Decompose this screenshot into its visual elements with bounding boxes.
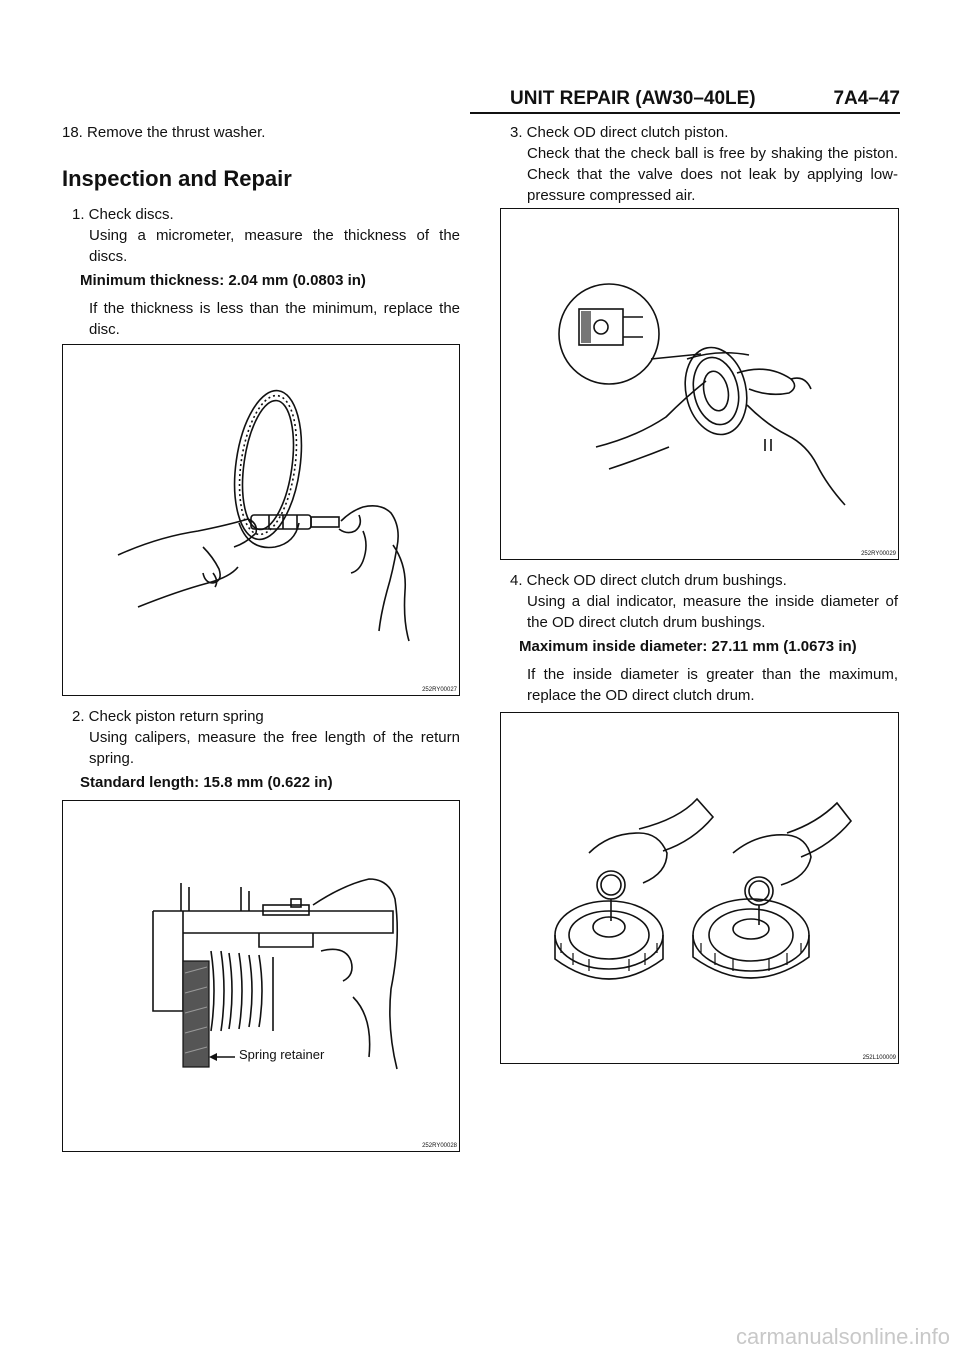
piston-check-illustration [501, 209, 898, 559]
header-rule [470, 112, 900, 114]
step-3-title: 3. Check OD direct clutch piston. [510, 124, 729, 141]
step-2-body: Using calipers, measure the free length of the return spring. [89, 729, 460, 767]
step-2-spec: Standard length: 15.8 mm (0.622 in) [80, 774, 333, 791]
page-header [470, 88, 900, 112]
micrometer-disc-illustration [63, 345, 459, 695]
step-2-title: 2. Check piston return spring [72, 708, 264, 725]
step-1-spec: Minimum thickness: 2.04 mm (0.0803 in) [80, 272, 366, 289]
step-1-body: Using a micrometer, measure the thickness of the discs. [89, 227, 460, 265]
header-title: UNIT REPAIR (AW30–40LE) [510, 88, 756, 109]
section-heading: Inspection and Repair [62, 166, 292, 191]
step-1-note: If the thickness is less than the minimum, replace the disc. [89, 300, 460, 338]
figure-code: 252RY00027 [422, 687, 457, 693]
step-4-note: If the inside diameter is greater than the maximum, replace the OD direct clutch drum. [527, 666, 898, 704]
step-18: 18. Remove the thrust washer. [62, 124, 266, 141]
figure-piston-check [500, 208, 899, 560]
figure-dial-indicator [500, 712, 899, 1064]
step-4-title: 4. Check OD direct clutch drum bushings. [510, 572, 787, 589]
figure-micrometer-disc [62, 344, 460, 696]
figure-caliper-spring [62, 800, 460, 1152]
step-3-body: Check that the check ball is free by shaking the piston. Check that the valve does not leak by applying low-pressure compressed air. [527, 145, 898, 204]
figure-code: 252RY00028 [422, 1143, 457, 1149]
figure-code: 252L100009 [862, 1055, 896, 1061]
step-4-spec: Maximum inside diameter: 27.11 mm (1.0673 in) [519, 638, 857, 655]
spring-retainer-label: Spring retainer [239, 1047, 325, 1062]
caliper-spring-illustration [63, 801, 459, 1151]
step-4-body: Using a dial indicator, measure the inside diameter of the OD direct clutch drum bushings. [527, 593, 898, 631]
page-number: 7A4–47 [833, 88, 900, 109]
watermark: carmanualsonline.info [735, 1324, 950, 1349]
dial-indicator-illustration [501, 713, 898, 1063]
figure-code: 252RY00029 [861, 551, 896, 557]
step-1-title: 1. Check discs. [72, 206, 174, 223]
